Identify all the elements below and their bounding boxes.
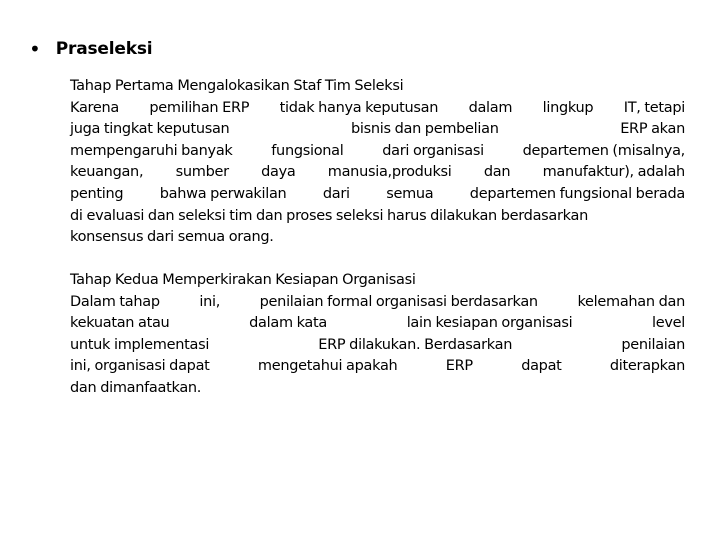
paragraph-last-line: konsensus dari semua orang. [70,229,274,246]
text-segment: penting [70,185,124,202]
bullet-item [29,38,152,60]
section-tahap-kedua [70,270,685,400]
paragraph-line [70,141,685,163]
paragraph-line [70,356,685,378]
text-segment: manufaktur), adalah [542,164,685,181]
text-segment: Karena [70,99,119,116]
text-segment: bahwa perwakilan [159,185,287,202]
text-segment: daya [261,164,296,181]
text-segment: bisnis dan pembelian [351,121,499,138]
paragraph-line [70,162,685,184]
text-segment: sumber [175,164,229,181]
text-segment: kekuatan atau [70,315,170,332]
text-segment: level [652,315,685,332]
bullet-icon: • [29,37,41,61]
text-segment: semua [386,185,434,202]
text-segment: pemilihan ERP [149,99,250,116]
text-segment: penilaian formal organisasi berdasarkan [259,293,538,310]
text-segment: di evaluasi dan seleksi tim dan proses seleksi harus dilakukan berdasarkan [70,207,588,224]
text-segment: dalam [468,99,513,116]
paragraph-line [70,119,685,141]
text-segment: departemen (misalnya, [522,142,685,159]
text-segment: diterapkan [609,358,685,375]
text-segment: dan [483,164,511,181]
text-segment: ini, [199,293,221,310]
text-segment: IT, tetapi [623,99,685,116]
text-segment: ERP dilakukan. Berdasarkan [318,336,513,353]
text-segment: Dalam tahap [70,293,160,310]
text-segment: dapat [521,358,562,375]
section-tahap-pertama [70,76,685,249]
text-segment: ERP [445,358,473,375]
text-segment: juga tingkat keputusan [70,121,230,138]
paragraph-last-line: dan dimanfaatkan. [70,379,202,396]
section-title: Tahap Pertama Mengalokasikan Staf Tim Seleksi [70,78,404,94]
text-segment: tidak hanya keputusan [279,99,439,116]
paragraph-line [70,335,685,357]
text-segment: ini, organisasi dapat [70,358,210,375]
text-segment: fungsional [271,142,344,159]
text-segment: penilaian [621,336,685,353]
bullet-heading: Praseleksi [55,39,153,59]
text-segment: mempengaruhi banyak [70,142,233,159]
paragraph-line [70,292,685,314]
text-segment: kelemahan dan [577,293,685,310]
text-segment: keuangan, [70,164,144,181]
paragraph-line [70,184,685,206]
text-segment: untuk implementasi [70,336,210,353]
text-segment: dalam kata [249,315,327,332]
paragraph-line [70,206,685,228]
paragraph-line [70,98,685,120]
text-segment: lingkup [542,99,594,116]
section-title: Tahap Kedua Memperkirakan Kesiapan Organisasi [70,272,416,288]
text-segment: dari organisasi [382,142,484,159]
text-segment: ERP akan [620,121,685,138]
text-segment: mengetahui apakah [257,358,398,375]
text-segment: lain kesiapan organisasi [406,315,573,332]
text-segment: departemen fungsional berada [469,185,685,202]
text-segment: manusia,produksi [327,164,452,181]
paragraph-line [70,313,685,335]
text-segment: dari [322,185,350,202]
